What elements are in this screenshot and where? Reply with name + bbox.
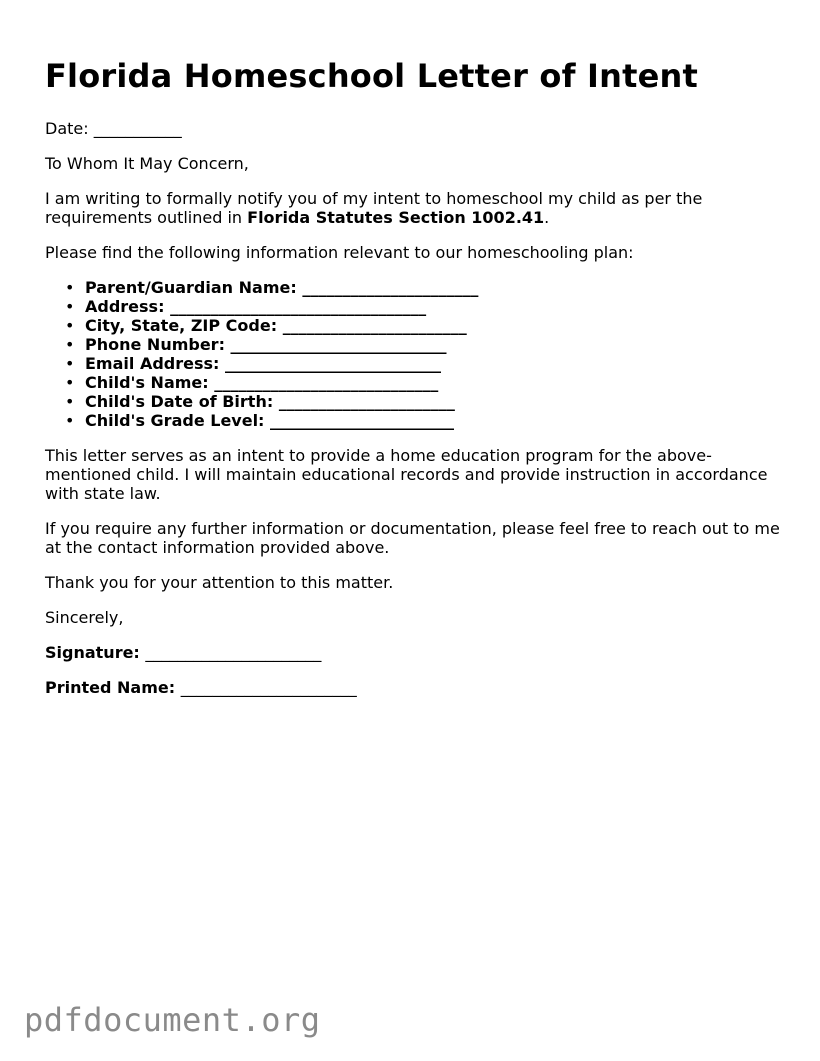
field-label: City, State, ZIP Code: [85, 316, 278, 335]
info-intro: Please find the following information relevant to our homeschooling plan: [45, 243, 634, 262]
list-item [65, 392, 780, 411]
body-paragraph-2: If you require any further information or documentation, please feel free to reach out to me at the contact information provided above. [45, 519, 780, 557]
signature-line [45, 643, 780, 662]
letter-page [45, 56, 780, 697]
bullet-icon: • [65, 316, 75, 335]
field-label: Child's Grade Level: [85, 411, 265, 430]
field-blank: ___________________________ [230, 335, 447, 354]
list-item [65, 373, 780, 392]
list-item [65, 316, 780, 335]
bullet-icon: • [65, 392, 75, 411]
field-blank: _______________________ [270, 411, 455, 430]
bullet-icon: • [65, 335, 75, 354]
date-line [45, 119, 780, 138]
field-blank: ______________________ [278, 392, 455, 411]
field-blank: ____________________________ [214, 373, 439, 392]
printed-name-blank: ______________________ [180, 678, 357, 697]
bullet-icon: • [65, 354, 75, 373]
thanks-line: Thank you for your attention to this matter. [45, 573, 394, 592]
field-blank: ________________________________ [170, 297, 427, 316]
printed-name-line [45, 678, 780, 697]
intro-text: I am writing to formally notify you of my intent to homeschool my child as per the requirements outlined in [45, 189, 703, 227]
bullet-icon: • [65, 278, 75, 297]
field-label: Child's Name: [85, 373, 209, 392]
closing-line: Sincerely, [45, 608, 124, 627]
signature-blank: ______________________ [145, 643, 322, 662]
salutation: To Whom It May Concern, [45, 154, 249, 173]
bullet-icon: • [65, 373, 75, 392]
field-label: Child's Date of Birth: [85, 392, 274, 411]
bullet-icon: • [65, 297, 75, 316]
list-item [65, 354, 780, 373]
date-label: Date: [45, 119, 89, 138]
info-fields-list [45, 278, 780, 430]
field-blank: ______________________ [302, 278, 479, 297]
bullet-icon: • [65, 411, 75, 430]
intro-end: . [544, 208, 550, 227]
watermark: pdfdocument.org [24, 1001, 321, 1039]
date-blank: ___________ [93, 119, 182, 138]
statute-reference: Florida Statutes Section 1002.41 [247, 208, 545, 227]
document-title: Florida Homeschool Letter of Intent [45, 57, 699, 95]
field-label: Email Address: [85, 354, 220, 373]
body-paragraph-1: This letter serves as an intent to provide a home education program for the above-mentioned child. I will maintain educational records and provide instruction in accordance with state law. [45, 446, 768, 503]
field-label: Address: [85, 297, 165, 316]
field-blank: ___________________________ [225, 354, 441, 373]
intro-paragraph [45, 189, 780, 227]
list-item [65, 335, 780, 354]
signature-label: Signature: [45, 643, 140, 662]
list-item [65, 297, 780, 316]
field-blank: _______________________ [282, 316, 467, 335]
list-item [65, 411, 780, 430]
printed-name-label: Printed Name: [45, 678, 176, 697]
list-item [65, 278, 780, 297]
field-label: Parent/Guardian Name: [85, 278, 297, 297]
field-label: Phone Number: [85, 335, 225, 354]
